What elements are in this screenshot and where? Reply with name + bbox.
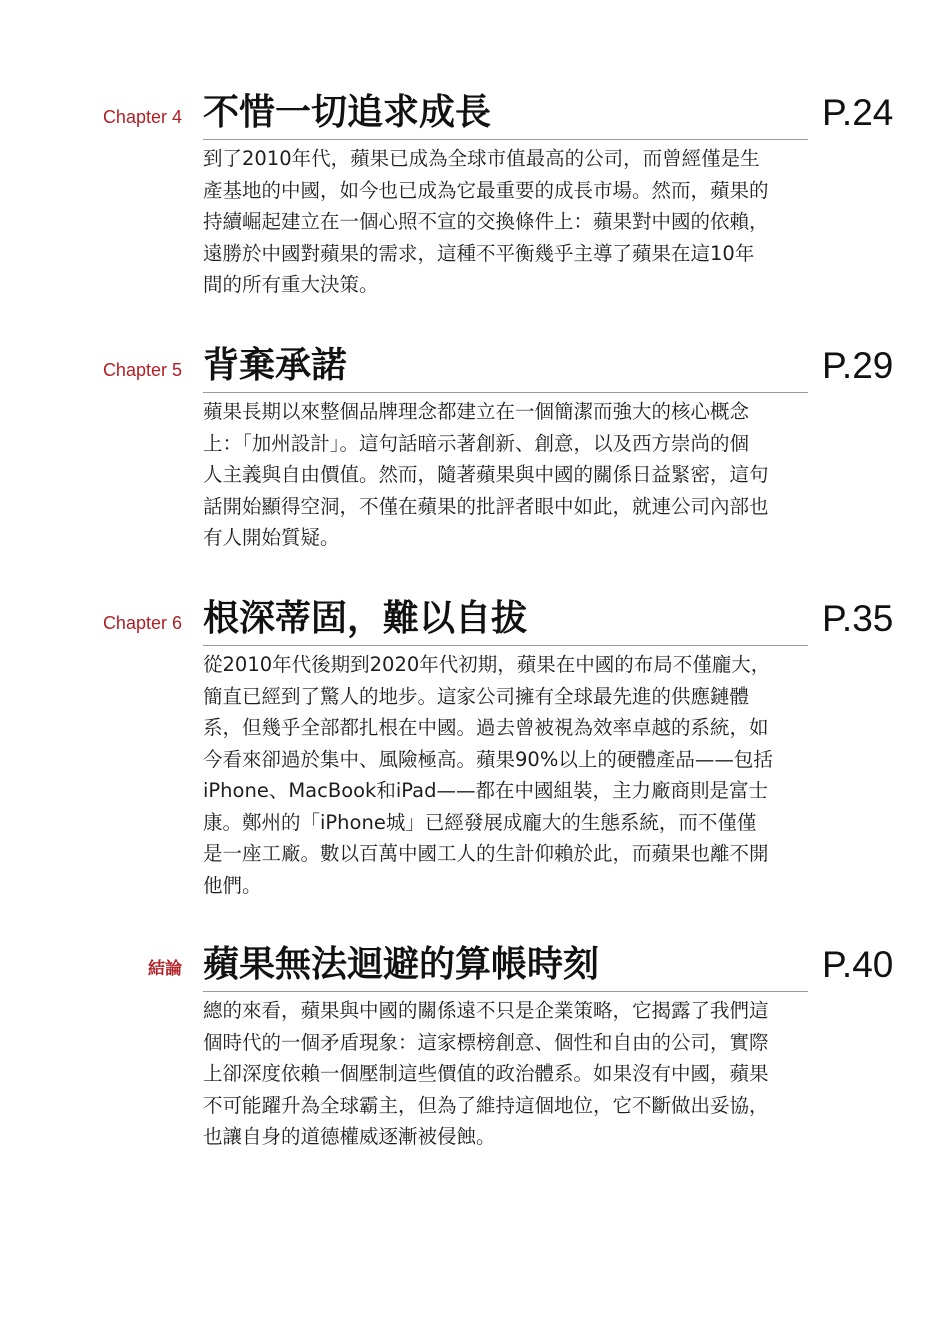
summary-line: 人主義與自由價值。然而，隨著蘋果與中國的關係日益緊密，這句 [203, 463, 769, 486]
summary-line: 持續崛起建立在一個心照不宣的交換條件上：蘋果對中國的依賴， [203, 210, 769, 233]
chapter-label: 結論 [148, 959, 182, 979]
summary-line: 簡直已經到了驚人的地步。這家公司擁有全球最先進的供應鏈體 [203, 684, 750, 708]
title-divider [203, 645, 808, 646]
page-number: P.29 [822, 345, 894, 386]
summary-line: 上卻深度依賴一個壓制這些價值的政治體系。如果沒有中國，蘋果 [203, 1062, 769, 1085]
summary-line: 不可能躍升為全球霸主，但為了維持這個地位，它不斷做出妥協， [203, 1093, 769, 1117]
summary-line: 間的所有重大決策。 [203, 273, 379, 296]
page-number: P.35 [822, 598, 894, 639]
summary-line: 蘋果長期以來整個品牌理念都建立在一個簡潔而強大的核心概念 [203, 400, 750, 423]
summary-line: 話開始顯得空洞，不僅在蘋果的批評者眼中如此，就連公司內部也 [203, 494, 769, 518]
chapter-summary [203, 396, 809, 554]
summary-line: 有人開始質疑。 [203, 526, 340, 549]
summary-line: 也讓自身的道德權威逐漸被侵蝕。 [203, 1125, 496, 1148]
chapter-label: Chapter 6 [102, 613, 182, 633]
summary-line: 從2010年代後期到2020年代初期，蘋果在中國的布局不僅龐大， [203, 653, 771, 676]
summary-line: 總的來看，蘋果與中國的關係遠不只是企業策略，它揭露了我們這 [203, 999, 769, 1022]
summary-line: iPhone、MacBook和iPad——都在中國組裝，主力廠商則是富士 [203, 779, 768, 802]
title-divider [203, 991, 808, 992]
chapter-label: Chapter 5 [102, 360, 182, 380]
summary-line: 到了2010年代，蘋果已成為全球市值最高的公司，而曾經僅是生 [203, 147, 760, 170]
title-divider [203, 139, 808, 140]
chapter-title: 不惜一切追求成長 [203, 92, 492, 133]
summary-line: 康。鄭州的「iPhone城」已經發展成龐大的生態系統，而不僅僅 [203, 810, 757, 834]
summary-line: 是一座工廠。數以百萬中國工人的生計仰賴於此，而蘋果也離不開 [203, 842, 769, 865]
chapter-summary [203, 995, 809, 1153]
summary-line: 今看來卻過於集中、風險極高。蘋果90%以上的硬體產品——包括 [203, 747, 773, 771]
summary-line: 上：「加州設計」。這句話暗示著創新、創意，以及西方崇尚的個 [203, 431, 750, 455]
page-number: P.40 [822, 944, 894, 985]
chapter-title: 根深蒂固，難以自拔 [203, 598, 528, 639]
chapter-title: 蘋果無法迴避的算帳時刻 [203, 944, 600, 985]
summary-line: 遠勝於中國對蘋果的需求，這種不平衡幾乎主導了蘋果在這10年 [203, 241, 755, 265]
summary-line: 產基地的中國，如今也已成為它最重要的成長市場。然而，蘋果的 [203, 178, 769, 202]
summary-line: 他們。 [203, 873, 262, 897]
chapter-summary [203, 649, 809, 901]
summary-line: 系，但幾乎全部都扎根在中國。過去曾被視為效率卓越的系統，如 [203, 716, 769, 739]
title-divider [203, 392, 808, 393]
chapter-title: 背棄承諾 [203, 345, 348, 386]
chapter-label: Chapter 4 [102, 107, 182, 127]
summary-line: 個時代的一個矛盾現象：這家標榜創意、個性和自由的公司，實際 [203, 1030, 769, 1054]
chapter-summary [203, 143, 809, 301]
page-number: P.24 [822, 92, 894, 133]
